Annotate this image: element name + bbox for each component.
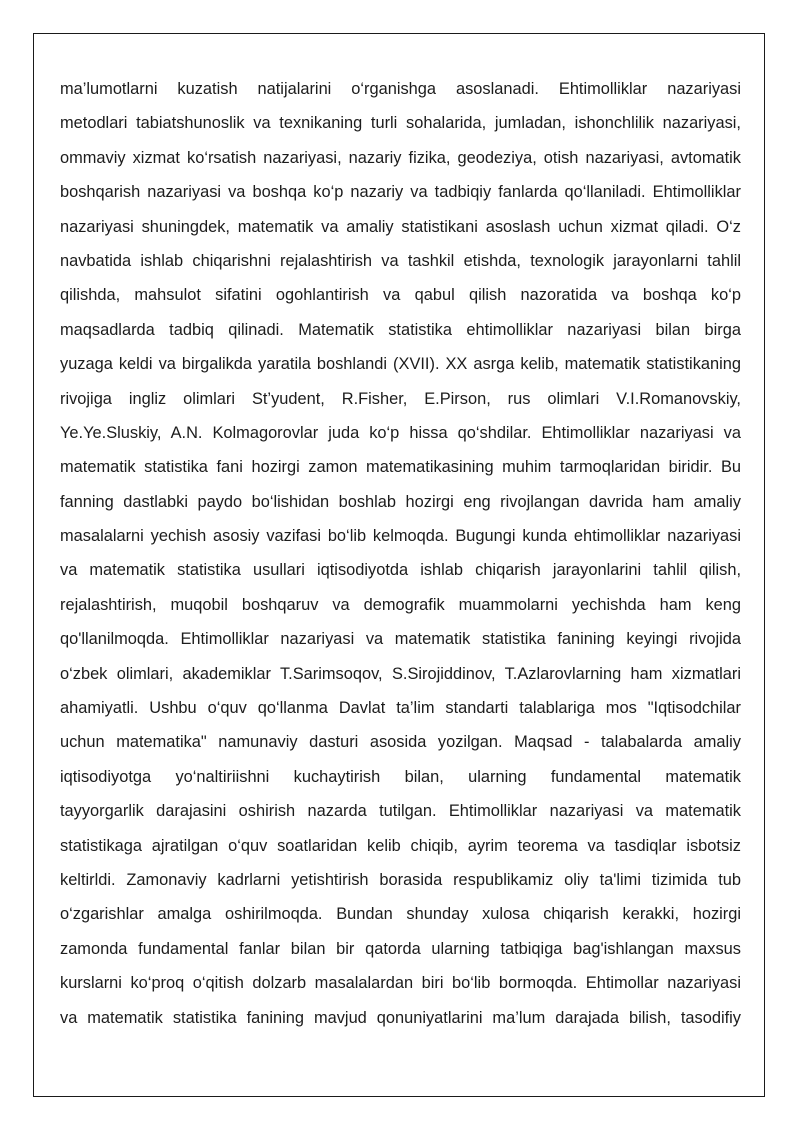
text-line: rivojiga ingliz olimlari St’yudent, R.Fisher, E.Pirson, rus olimlari V.I.Romanovskiy, xyxy=(60,389,741,408)
text-line: matematik statistika fani hozirgi zamon matematikasining muhim tarmoqlaridan biridir. Bu xyxy=(60,458,741,477)
text-line: ma’lumotlarni kuzatish natijalarini o‘rganishga asoslanadi. Ehtimolliklar nazariyasi xyxy=(60,80,741,98)
text-line: qilishda, mahsulot sifatini ogohlantirish va qabul qilish nazoratida va boshqa ko‘p xyxy=(60,286,741,305)
text-line: zamonda fundamental fanlar bilan bir qatorda ularning tatbiqiga bag'ishlangan maxsus xyxy=(60,939,741,958)
text-line: tayyorgarlik darajasini oshirish nazarda tutilgan. Ehtimolliklar nazariyasi va matematik xyxy=(60,802,741,821)
text-line: iqtisodiyotga yo‘naltiriishni kuchaytirish bilan, ularning fundamental matematik xyxy=(60,767,741,786)
text-line: fanning dastlabki paydo bo‘lishidan boshlab hozirgi eng rivojlangan davrida ham amaliy xyxy=(60,492,741,511)
text-line: uchun matematika" namunaviy dasturi asosida yozilgan. Maqsad - talabalarda amaliy xyxy=(60,733,741,752)
text-line: keltirldi. Zamonaviy kadrlarni yetishtirish borasida respublikamiz oliy ta'limi tizimida tub xyxy=(60,870,741,889)
text-line: boshqarish nazariyasi va boshqa ko‘p nazariy va tadbiqiy fanlarda qo‘llaniladi. Ehtimolliklar xyxy=(60,183,741,202)
text-line: masalalarni yechish asosiy vazifasi bo‘lib kelmoqda. Bugungi kunda ehtimolliklar nazariyasi xyxy=(60,527,741,546)
text-line: navbatida ishlab chiqarishni rejalashtirish va tashkil etishda, texnologik jarayonlarni tahlil xyxy=(60,251,741,270)
text-line: metodlari tabiatshunoslik va texnikaning turli sohalarida, jumladan, ishonchlilik nazariyasi, xyxy=(60,114,741,133)
text-line: ahamiyatli. Ushbu o‘quv qo‘llanma Davlat ta’lim standarti talablariga mos "Iqtisodchilar xyxy=(60,699,741,718)
text-line: va matematik statistika fanining mavjud qonuniyatlarini ma’lum darajada bilish, tasodifiy xyxy=(60,1008,741,1027)
text-line: ommaviy xizmat ko‘rsatish nazariyasi, nazariy fizika, geodeziya, otish nazariyasi, avtomatik xyxy=(60,148,741,167)
text-line: yuzaga keldi va birgalikda yaratila boshlandi (XVII). XX asrga kelib, matematik statistikaning xyxy=(60,355,741,374)
text-line: o‘zbek olimlari, akademiklar T.Sarimsoqov, S.Sirojiddinov, T.Azlarovlarning ham xizmatlari xyxy=(60,664,741,683)
text-line: maqsadlarda tadbiq qilinadi. Matematik statistika ehtimolliklar nazariyasi bilan birga xyxy=(60,320,741,339)
text-line: o‘zgarishlar amalga oshirilmoqda. Bundan shunday xulosa chiqarish kerakki, hozirgi xyxy=(60,905,741,924)
body-paragraph xyxy=(60,72,741,1035)
text-line: Ye.Ye.Sluskiy, A.N. Kolmagorovlar juda ko‘p hissa qo‘shdilar. Ehtimolliklar nazariyasi va xyxy=(60,423,741,442)
text-line: statistikaga ajratilgan o‘quv soatlaridan kelib chiqib, ayrim teorema va tasdiqlar isbotsiz xyxy=(60,836,741,855)
text-line: rejalashtirish, muqobil boshqaruv va demografik muammolarni yechishda ham keng xyxy=(60,595,741,614)
text-line: kurslarni ko‘proq o‘qitish dolzarb masalalardan biri bo‘lib bormoqda. Ehtimollar nazariyasi xyxy=(60,974,741,993)
text-line: nazariyasi shuningdek, matematik va amaliy statistikani asoslash uchun xizmat qiladi. O‘z xyxy=(60,217,741,236)
text-line: va matematik statistika usullari iqtisodiyotda ishlab chiqarish jarayonlarini tahlil qilish, xyxy=(60,561,741,580)
text-line: qo'llanilmoqda. Ehtimolliklar nazariyasi va matematik statistika fanining keyingi rivojida xyxy=(60,630,741,649)
